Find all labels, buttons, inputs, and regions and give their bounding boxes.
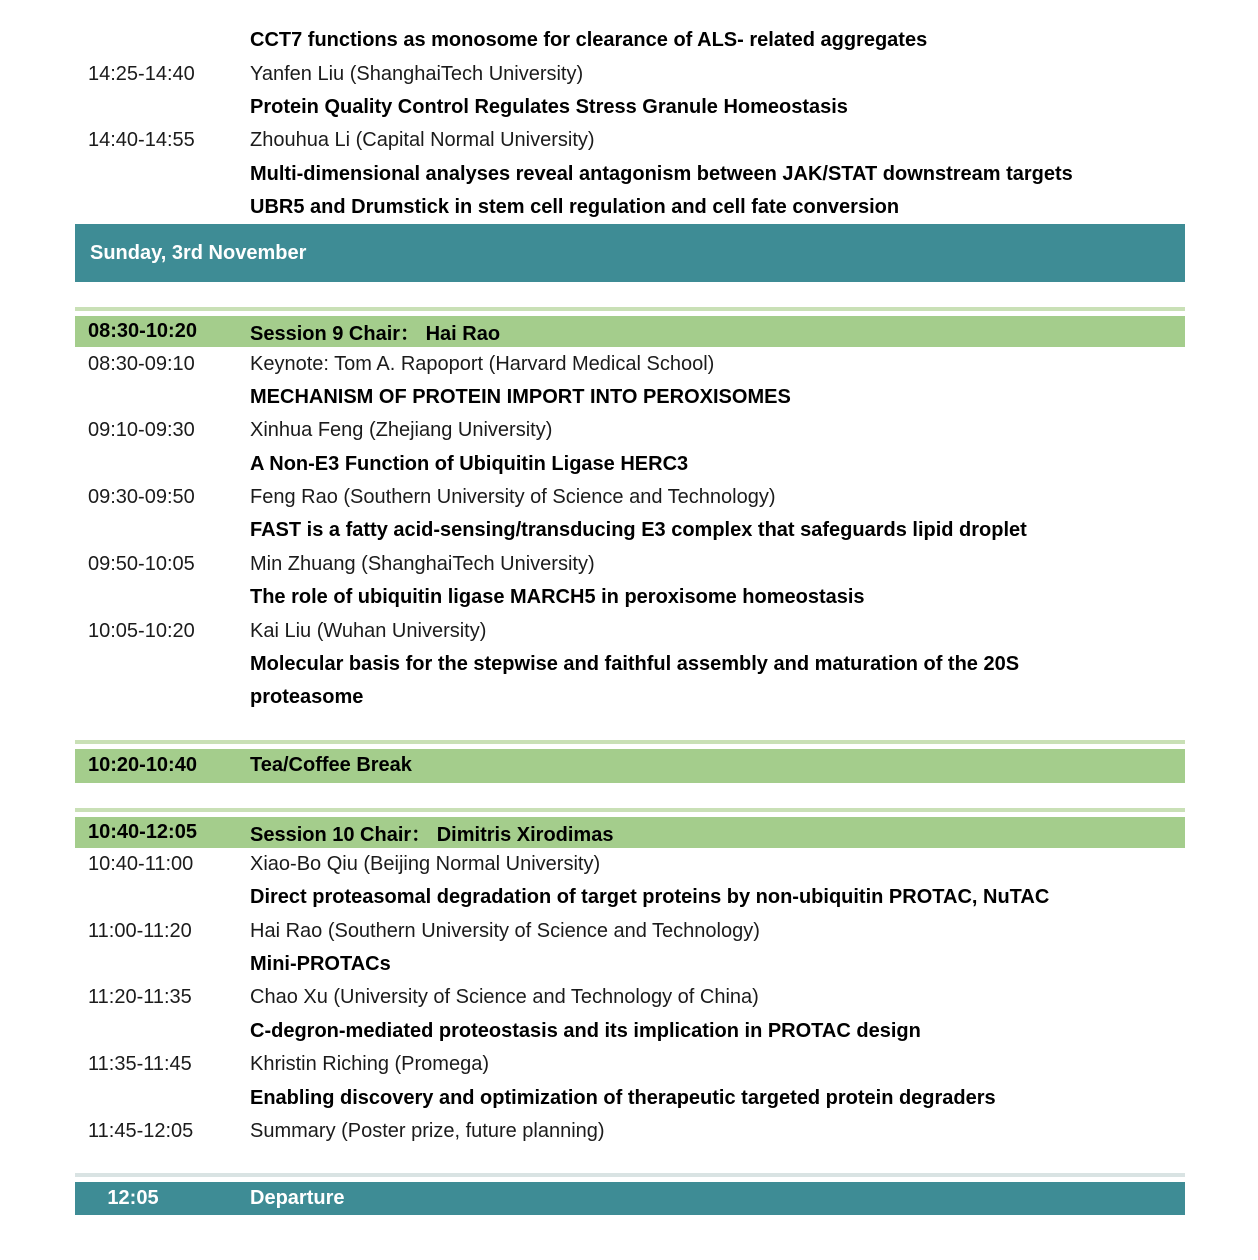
time-slot: 11:00-11:20	[88, 919, 192, 942]
session-chair-label: Session 10 Chair： Dimitris Xirodimas	[250, 823, 614, 846]
talk-title: MECHANISM OF PROTEIN IMPORT INTO PEROXISOMES	[250, 385, 791, 408]
divider-strip	[75, 1173, 1185, 1177]
time-slot: 11:35-11:45	[88, 1053, 192, 1076]
speaker-entry: Zhouhua Li (Capital Normal University)	[250, 129, 595, 152]
talk-title: proteasome	[250, 686, 364, 709]
time-slot: 10:05-10:20	[88, 619, 195, 642]
speaker-entry: Chao Xu (University of Science and Technology of China)	[250, 986, 759, 1009]
break-bar	[75, 749, 1185, 783]
talk-title: FAST is a fatty acid-sensing/transducing E3 complex that safeguards lipid droplet	[250, 519, 1027, 542]
section-gap	[75, 1148, 1185, 1182]
session-time: 10:40-12:05	[88, 820, 197, 843]
time-slot: 08:30-09:10	[88, 352, 195, 375]
schedule-row	[0, 347, 1258, 380]
departure-label: Departure	[250, 1187, 345, 1210]
time-slot: 11:20-11:35	[88, 986, 192, 1009]
section-gap	[75, 282, 1185, 316]
schedule-row	[0, 381, 1258, 414]
speaker-entry: Kai Liu (Wuhan University)	[250, 619, 487, 642]
talk-title: CCT7 functions as monosome for clearance of ALS- related aggregates	[250, 29, 928, 52]
session-header-bar	[75, 316, 1185, 347]
break-label: Tea/Coffee Break	[250, 754, 412, 777]
time-slot: 11:45-12:05	[88, 1119, 194, 1142]
schedule-row	[0, 24, 1258, 57]
time-slot: 09:10-09:30	[88, 419, 195, 442]
speaker-entry: Yanfen Liu (ShanghaiTech University)	[250, 62, 584, 85]
talk-title: Multi-dimensional analyses reveal antagonism between JAK/STAT downstream targets	[250, 162, 1073, 185]
schedule-row	[0, 1115, 1258, 1148]
talk-title: Mini-PROTACs	[250, 953, 391, 975]
schedule-row	[0, 1048, 1258, 1081]
talk-title: Molecular basis for the stepwise and faithful assembly and maturation of the 20S	[250, 653, 1020, 676]
section-gap	[75, 783, 1185, 817]
time-slot: 10:40-11:00	[88, 852, 194, 875]
time-slot: 09:50-10:05	[88, 552, 195, 575]
talk-title: Direct proteasomal degradation of target proteins by non-ubiquitin PROTAC, NuTAC	[250, 886, 1050, 909]
schedule-row	[0, 191, 1258, 224]
schedule-row	[0, 648, 1258, 681]
schedule-row	[0, 1015, 1258, 1048]
section-gap	[75, 715, 1185, 749]
divider-strip	[75, 808, 1185, 812]
schedule-row	[0, 1081, 1258, 1114]
speaker-entry: Keynote: Tom A. Rapoport (Harvard Medical School)	[250, 352, 715, 375]
schedule-row	[0, 448, 1258, 481]
speaker-entry: Xinhua Feng (Zhejiang University)	[250, 419, 553, 442]
divider-strip	[75, 740, 1185, 744]
speaker-entry: Xiao-Bo Qiu (Beijing Normal University)	[250, 852, 601, 875]
speaker-entry: Khristin Riching (Promega)	[250, 1053, 489, 1076]
break-time: 10:20-10:40	[88, 754, 197, 777]
schedule-row	[0, 981, 1258, 1014]
talk-title: C-degron-mediated proteostasis and its implication in PROTAC design	[250, 1019, 921, 1042]
schedule-row	[0, 881, 1258, 914]
day-header-label: Sunday, 3rd November	[90, 241, 307, 264]
time-slot: 14:40-14:55	[88, 129, 195, 152]
schedule-row	[0, 57, 1258, 90]
schedule-row	[0, 481, 1258, 514]
schedule-row	[0, 548, 1258, 581]
schedule-row	[0, 91, 1258, 124]
time-slot: 14:25-14:40	[88, 62, 195, 85]
speaker-entry: Feng Rao (Southern University of Science and Technology)	[250, 486, 776, 509]
schedule-row	[0, 848, 1258, 881]
schedule-row	[0, 581, 1258, 614]
speaker-entry: Summary (Poster prize, future planning)	[250, 1119, 605, 1142]
session-chair-label: Session 9 Chair： Hai Rao	[250, 323, 501, 346]
schedule-row	[0, 158, 1258, 191]
talk-title: UBR5 and Drumstick in stem cell regulation and cell fate conversion	[250, 196, 900, 219]
schedule-row	[0, 414, 1258, 447]
time-slot: 09:30-09:50	[88, 486, 195, 509]
schedule-row	[0, 124, 1258, 157]
talk-title: The role of ubiquitin ligase MARCH5 in peroxisome homeostasis	[250, 586, 865, 609]
talk-title: Protein Quality Control Regulates Stress Granule Homeostasis	[250, 95, 848, 118]
day-header-bar	[75, 224, 1185, 282]
schedule-row	[0, 614, 1258, 647]
speaker-entry: Hai Rao (Southern University of Science and Technology)	[250, 919, 760, 942]
departure-time: 12:05	[107, 1187, 159, 1210]
schedule-row	[0, 948, 1258, 981]
talk-title: Enabling discovery and optimization of therapeutic targeted protein degraders	[250, 1086, 996, 1109]
departure-bar	[75, 1182, 1185, 1215]
speaker-entry: Min Zhuang (ShanghaiTech University)	[250, 552, 595, 575]
schedule-row	[0, 514, 1258, 547]
session-header-bar	[75, 817, 1185, 848]
schedule-row	[0, 914, 1258, 947]
divider-strip	[75, 307, 1185, 311]
talk-title: A Non-E3 Function of Ubiquitin Ligase HERC3	[250, 452, 689, 475]
session-time: 08:30-10:20	[88, 320, 197, 343]
schedule-row	[0, 681, 1258, 714]
